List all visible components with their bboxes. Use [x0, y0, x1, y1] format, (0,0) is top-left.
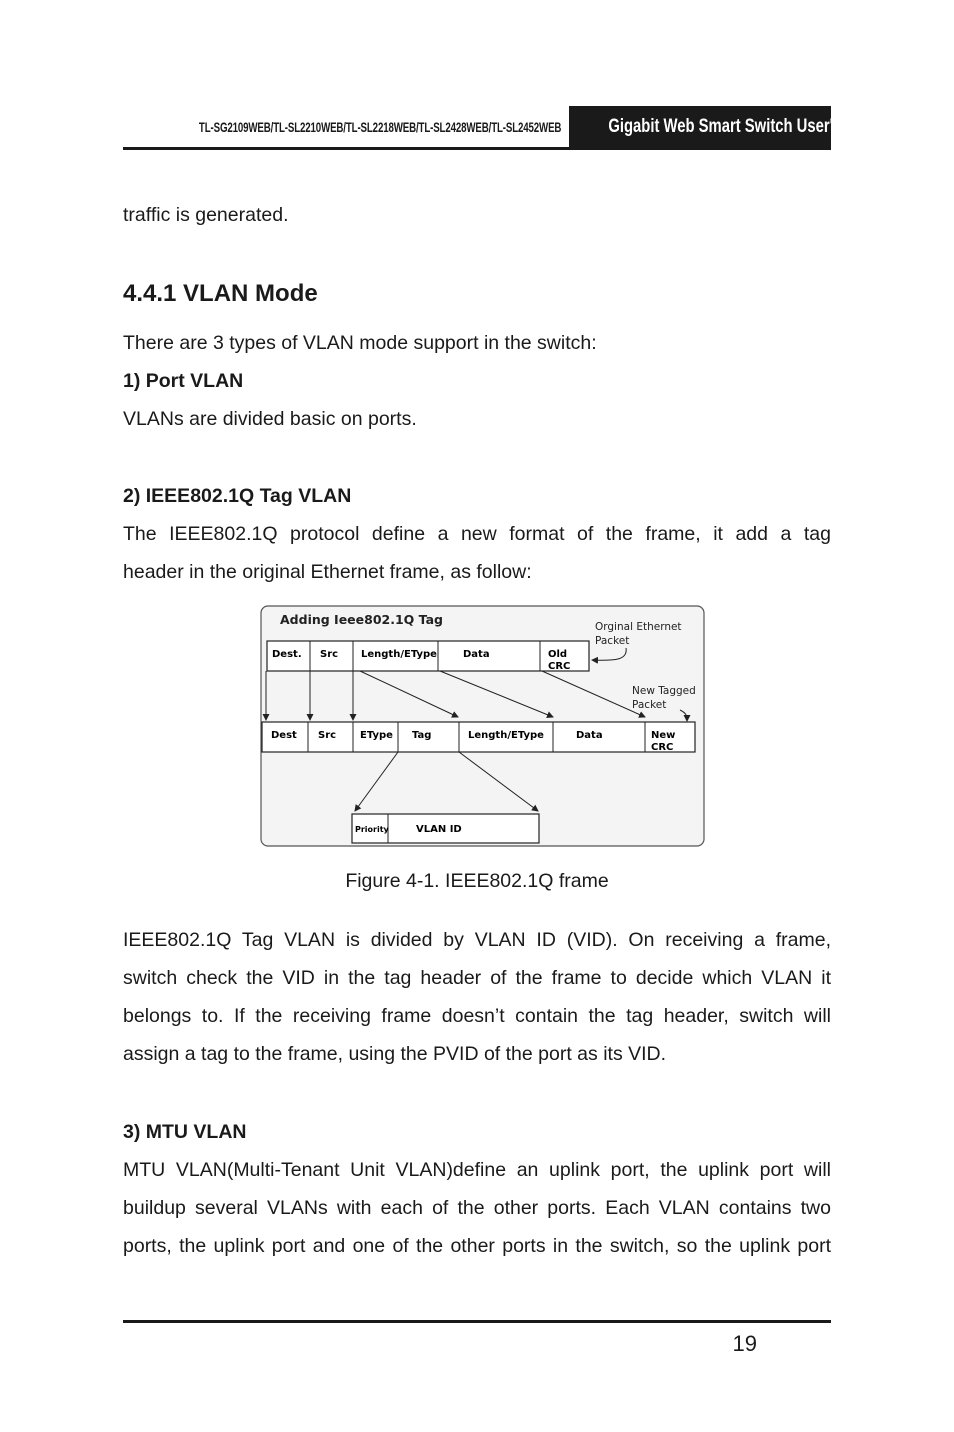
ieee8021q-frame-figure	[260, 605, 705, 847]
figure-caption: Figure 4-1. IEEE802.1Q frame	[345, 870, 609, 892]
types-intro: There are 3 types of VLAN mode support in the switch:	[123, 332, 597, 354]
field-old-crc-1: Old	[548, 649, 568, 660]
mtu-line-2: buildup several VLANs with each of the other ports. Each VLAN contains two	[123, 1197, 831, 1219]
field-length-tagged: Length/EType	[468, 730, 544, 741]
port-vlan-heading: 1) Port VLAN	[123, 370, 244, 392]
guide-title: Gigabit Web Smart Switch User's Guide	[608, 116, 888, 137]
original-label-1: Orginal Ethernet	[595, 621, 682, 633]
tagged-label-1: New Tagged	[632, 685, 696, 697]
field-length-original: Length/EType	[361, 649, 437, 660]
vid-paragraph-line-1: IEEE802.1Q Tag VLAN is divided by VLAN ID (VID). On receiving a frame,	[123, 929, 831, 951]
footer-rule	[123, 1320, 831, 1323]
vid-paragraph-line-3: belongs to. If the receiving frame doesn’t contain the tag header, switch will	[123, 1005, 831, 1027]
field-old-crc-2: CRC	[548, 661, 571, 672]
field-dest-tagged: Dest	[271, 730, 297, 741]
field-priority: Priority	[355, 825, 389, 834]
tagged-label-2: Packet	[632, 699, 667, 711]
ieee-line-2: header in the original Ethernet frame, as follow:	[123, 561, 532, 583]
field-new-crc-1: New	[651, 730, 676, 741]
page-number: 19	[732, 1331, 757, 1356]
field-src-tagged: Src	[318, 730, 337, 741]
page-header	[123, 106, 888, 150]
field-data-tagged: Data	[576, 730, 603, 741]
field-vlan-id: VLAN ID	[416, 824, 462, 835]
field-tag-tagged: Tag	[412, 730, 432, 741]
model-list: TL-SG2109WEB/TL-SL2210WEB/TL-SL2218WEB/TL-SL2428WEB/TL-SL2452WEB	[198, 120, 561, 135]
field-etype-tagged: EType	[360, 730, 393, 741]
field-new-crc-2: CRC	[651, 742, 674, 753]
field-dest-original: Dest.	[272, 649, 302, 660]
ieee-heading: 2) IEEE802.1Q Tag VLAN	[123, 485, 352, 507]
figure-title: Adding Ieee802.1Q Tag	[280, 612, 443, 627]
vid-paragraph-line-4: assign a tag to the frame, using the PVID of the port as its VID.	[123, 1043, 667, 1065]
intro-tail: traffic is generated.	[123, 204, 289, 226]
vid-paragraph-line-2: switch check the VID in the tag header of the frame to decide which VLAN it	[123, 967, 831, 989]
mtu-line-1: MTU VLAN(Multi-Tenant Unit VLAN)define an uplink port, the uplink port will	[123, 1159, 831, 1181]
original-label-2: Packet	[595, 635, 630, 647]
port-vlan-text: VLANs are divided basic on ports.	[123, 408, 417, 430]
guide-title-badge	[569, 106, 888, 148]
mtu-heading: 3) MTU VLAN	[123, 1121, 247, 1143]
ieee-line-1: The IEEE802.1Q protocol define a new format of the frame, it add a tag	[123, 523, 831, 545]
mtu-line-3: ports, the uplink port and one of the other ports in the switch, so the uplink port	[123, 1235, 831, 1257]
field-src-original: Src	[320, 649, 339, 660]
field-data-original: Data	[463, 649, 490, 660]
header-rule	[123, 147, 831, 150]
section-title: 4.4.1 VLAN Mode	[123, 280, 318, 307]
